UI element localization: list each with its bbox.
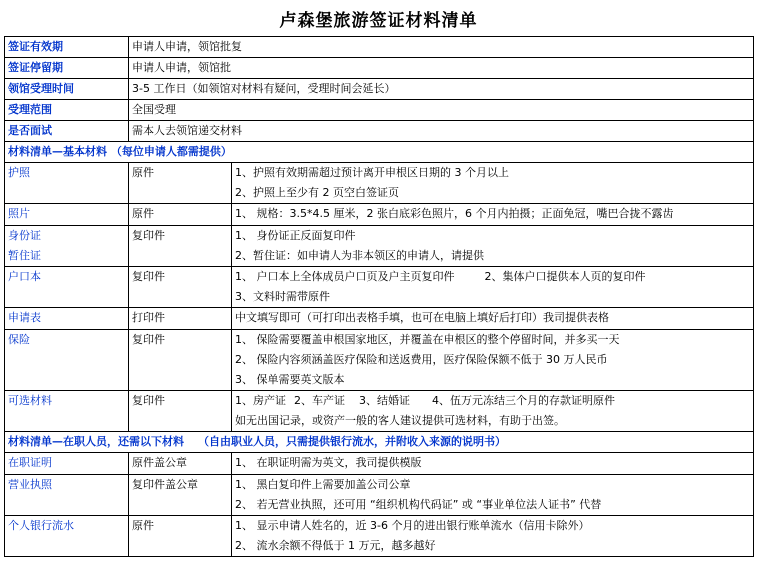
info-value: 申请人申请，领馆批 (129, 58, 754, 79)
material-row-employment (5, 453, 754, 474)
section-header-basic (5, 142, 754, 163)
material-details (232, 391, 754, 432)
material-details (232, 329, 754, 391)
material-details (232, 225, 754, 266)
detail-line: 1、 在职证明需为英文，我司提供模版 (235, 456, 422, 470)
detail-line: 如无出国记录，或资产一般的客人建议提供可选材料，有助于出签。 (235, 414, 565, 428)
detail-line (235, 267, 750, 287)
detail-line: 1、 黑白复印件上需要加盖公司公章 (235, 477, 411, 491)
material-type: 复印件 (129, 266, 232, 307)
detail-line (235, 391, 750, 411)
material-name: 照片 (5, 204, 129, 225)
material-name: 可选材料 (5, 391, 129, 432)
optional-item: 2、车产证 (294, 394, 345, 408)
optional-item: 1、房产证 (235, 394, 286, 408)
material-type: 打印件 (129, 308, 232, 329)
detail-line: 2、暂住证：如申请人为非本领区的申请人，请提供 (235, 248, 484, 262)
detail-line: 2、 若无营业执照，还可用 “组织机构代码证” 或 “事业单位法人证书” 代替 (235, 497, 602, 511)
material-details (232, 266, 754, 307)
detail-line: 3、文料时需带原件 (235, 290, 330, 304)
material-name (5, 225, 129, 266)
material-details (232, 204, 754, 225)
info-value: 3-5 工作日（如领馆对材料有疑问，受理时间会延长） (129, 79, 754, 100)
detail-line: 1、 显示申请人姓名的，近 3-6 个月的进出银行账单流水（信用卡除外） (235, 519, 590, 532)
info-label: 签证停留期 (5, 58, 129, 79)
section-note: （自由职业人员，只需提供银行流水，并附收入来源的说明书） (198, 435, 506, 449)
info-label: 受理范围 (5, 100, 129, 121)
info-row-validity (5, 37, 754, 58)
material-name: 营业执照 (5, 474, 129, 515)
detail-line: 2、 流水余额不得低于 1 万元，越多越好 (235, 539, 436, 553)
material-name: 保险 (5, 329, 129, 391)
material-row-form (5, 308, 754, 329)
info-row-interview (5, 121, 754, 142)
material-details (232, 163, 754, 204)
visa-materials-table (4, 36, 754, 557)
material-row-insurance (5, 329, 754, 391)
info-row-processing (5, 79, 754, 100)
material-name: 个人银行流水 (5, 516, 129, 557)
material-name-line: 身份证 (8, 228, 41, 242)
detail-line: 1、 规格：3.5*4.5 厘米，2 张白底彩色照片，6 个月内拍摄；正面免冠，嘴巴合拢不露齿 (235, 207, 674, 221)
detail-line: 1、 保险需要覆盖申根国家地区，并覆盖在申根区的整个停留时间，并多买一天 (235, 332, 620, 346)
detail-line: 2、护照上至少有 2 页空白签证页 (235, 186, 399, 200)
info-label: 是否面试 (5, 121, 129, 142)
material-row-idcard (5, 225, 754, 266)
material-name: 护照 (5, 163, 129, 204)
info-value: 需本人去领馆递交材料 (129, 121, 754, 142)
info-value: 全国受理 (129, 100, 754, 121)
detail-line: 2、 保险内容须涵盖医疗保险和送返费用，医疗保险保额不低于 30 万人民币 (235, 352, 608, 366)
material-row-hukou (5, 266, 754, 307)
info-label: 领馆受理时间 (5, 79, 129, 100)
optional-item: 3、结婚证 (359, 394, 410, 408)
detail-text: 2、集体户口提供本人页的复印件 (484, 269, 646, 283)
material-details (232, 453, 754, 474)
document-title: 卢森堡旅游签证材料清单 (279, 11, 478, 31)
material-type: 原件盖公章 (129, 453, 232, 474)
material-name: 申请表 (5, 308, 129, 329)
detail-text: 1、 户口本上全体成员户口页及户主页复印件 (235, 269, 455, 283)
section-title-text: 材料清单—在职人员，还需以下材料 (8, 435, 184, 449)
material-row-optional (5, 391, 754, 432)
material-details (232, 474, 754, 515)
material-details (232, 308, 754, 329)
material-name: 在职证明 (5, 453, 129, 474)
optional-item: 4、伍万元冻结三个月的存款证明原件 (432, 394, 615, 408)
section-header-employed (5, 432, 754, 453)
material-type: 复印件 (129, 225, 232, 266)
material-type: 原件 (129, 163, 232, 204)
material-details (232, 516, 754, 557)
material-type: 复印件盖公章 (129, 474, 232, 515)
detail-line: 1、护照有效期需超过预计离开申根区日期的 3 个月以上 (235, 166, 509, 179)
info-row-stay (5, 58, 754, 79)
material-name: 户口本 (5, 266, 129, 307)
material-type: 复印件 (129, 391, 232, 432)
material-type: 原件 (129, 204, 232, 225)
section-title (5, 432, 754, 453)
material-row-bank (5, 516, 754, 557)
material-type: 复印件 (129, 329, 232, 391)
detail-line: 中文填写即可（可打印出表格手填，也可在电脑上填好后打印）我司提供表格 (235, 311, 609, 325)
material-row-license (5, 474, 754, 515)
detail-line: 3、 保单需要英文版本 (235, 372, 345, 386)
section-title: 材料清单—基本材料 （每位申请人都需提供） (5, 142, 754, 163)
material-name-line: 暂住证 (8, 248, 41, 262)
info-value: 申请人申请，领馆批复 (129, 37, 754, 58)
info-row-scope (5, 100, 754, 121)
material-row-photo (5, 204, 754, 225)
material-row-passport (5, 163, 754, 204)
material-type: 原件 (129, 516, 232, 557)
info-label: 签证有效期 (5, 37, 129, 58)
detail-line: 1、 身份证正反面复印件 (235, 228, 356, 242)
